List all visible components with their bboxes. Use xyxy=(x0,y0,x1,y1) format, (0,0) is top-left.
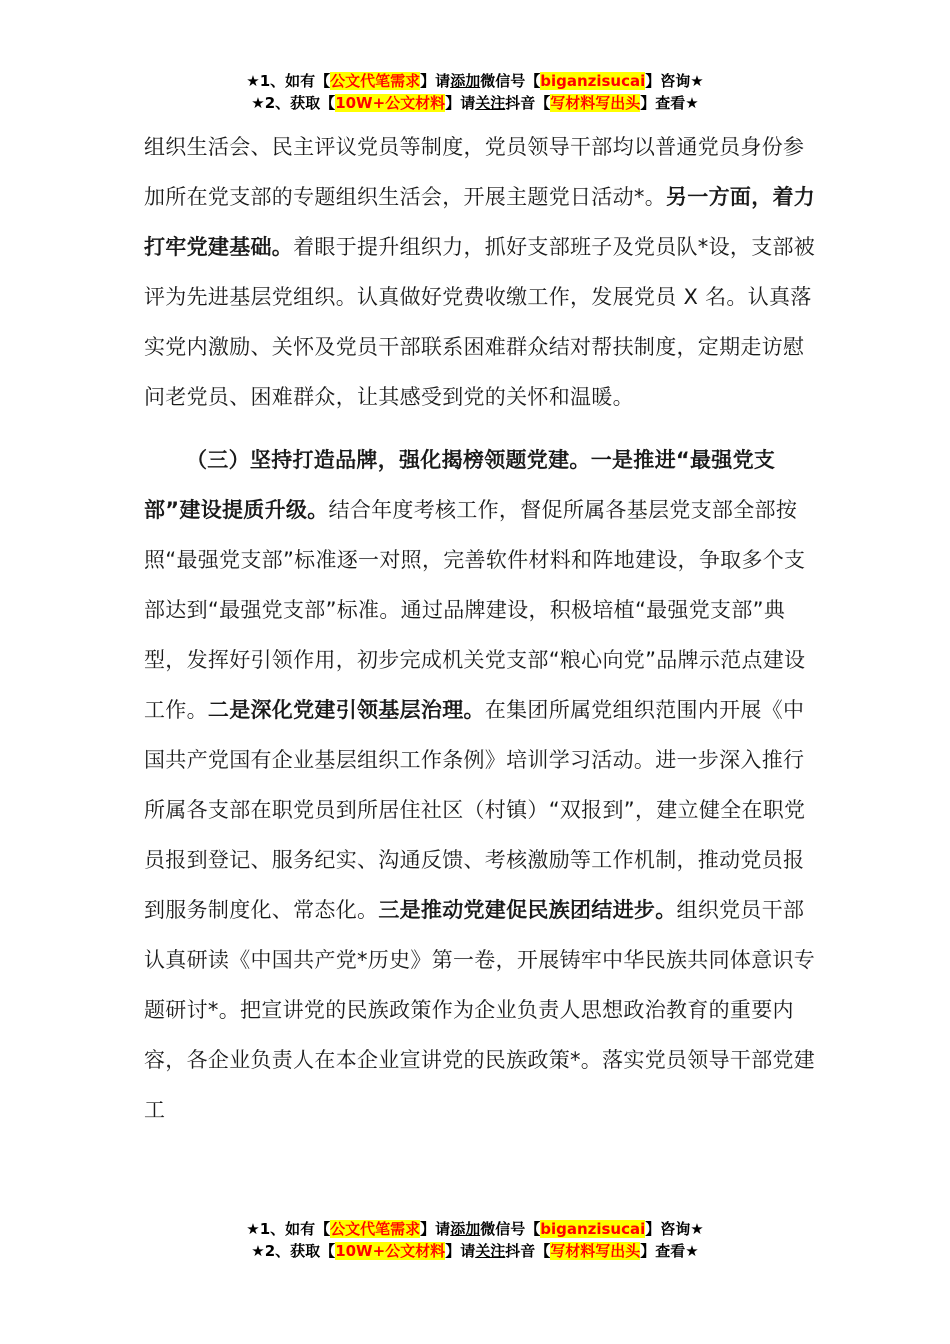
bold-heading: 二是深化党建引领基层治理。 xyxy=(207,698,485,722)
banner-text: 】咨询★ xyxy=(645,1220,704,1238)
document-body xyxy=(144,122,824,1135)
body-sentence: 结合年度考核工作，督促所属各基层党支部全部按照“最强党支部”标准逐一对照，完善软件材料和阵地建设，争取多个支部达到“最强党支部”标准。通过品牌建设，积极培植“最强党支部”典型，发挥好引领作用，初步完成机关党支部“粮心向党”品牌示范点建设工作。 xyxy=(144,498,806,722)
banner-underlined-add: 添加 xyxy=(450,1220,481,1238)
header-banner xyxy=(0,70,950,114)
paragraph-brand-building xyxy=(144,435,824,1135)
banner-text: 微信号【 xyxy=(480,1220,541,1238)
banner-text: ★2、获取【 xyxy=(251,94,336,112)
banner-underlined-add: 添加 xyxy=(450,72,481,90)
banner-text: 】请 xyxy=(445,94,476,112)
banner-text: 】请 xyxy=(420,1220,451,1238)
banner-underlined-follow: 关注 xyxy=(475,94,506,112)
banner-text: ★1、如有【 xyxy=(246,1220,331,1238)
banner-line-2 xyxy=(0,92,950,114)
banner-underlined-follow: 关注 xyxy=(475,1242,506,1260)
banner-text: 抖音【 xyxy=(505,94,551,112)
bold-heading: 三是推动党建促民族团结进步。 xyxy=(378,898,677,922)
banner-highlight-ghostwriting: 公文代笔需求 xyxy=(330,72,421,90)
banner-text: 】查看★ xyxy=(640,94,699,112)
banner-text: 】查看★ xyxy=(640,1242,699,1260)
footer-banner xyxy=(0,1218,950,1262)
banner-text: 】咨询★ xyxy=(645,72,704,90)
banner-douyin-account: 写材料写出头 xyxy=(550,94,641,112)
banner-douyin-account: 写材料写出头 xyxy=(550,1242,641,1260)
banner-wechat-id: biganzisucai xyxy=(540,72,646,90)
banner-text: 抖音【 xyxy=(505,1242,551,1260)
banner-line-2 xyxy=(0,1240,950,1262)
banner-highlight-materials: 10W+公文材料 xyxy=(335,1242,446,1260)
paragraph-party-building-foundation xyxy=(144,122,824,422)
banner-line-1 xyxy=(0,1218,950,1240)
banner-text: ★2、获取【 xyxy=(251,1242,336,1260)
banner-highlight-ghostwriting: 公文代笔需求 xyxy=(330,1220,421,1238)
banner-line-1 xyxy=(0,70,950,92)
banner-text: 】请 xyxy=(445,1242,476,1260)
body-sentence: 在集团所属党组织范围内开展《中国共产党国有企业基层组织工作条例》培训学习活动。进一步深入推行所属各支部在职党员到所居住社区（村镇）“双报到”，建立健全在职党员报到登记、服务纪实、沟通反馈、考核激励等工作机制，推动党员报到服务制度化、常态化。 xyxy=(144,698,806,922)
banner-wechat-id: biganzisucai xyxy=(540,1220,646,1238)
bold-heading: 另一方面，着力打牢党建基础。 xyxy=(144,185,816,259)
body-sentence: 组织生活会、民主评议党员等制度，党员领导干部均以普通党员身份参加所在党支部的专题组织生活会，开展主题党日活动*。 xyxy=(144,135,805,209)
banner-highlight-materials: 10W+公文材料 xyxy=(335,94,446,112)
body-sentence: 组织党员干部认真研读《中国共产党*历史》第一卷，开展铸牢中华民族共同体意识专题研讨*。把宣讲党的民族政策作为企业负责人思想政治教育的重要内容，各企业负责人在本企业宣讲党的民族政策*。落实党员领导干部党建工 xyxy=(144,898,816,1122)
section-heading: （三）坚持打造品牌，强化揭榜领题党建。一是推进“最强党支部”建设提质升级。 xyxy=(144,448,776,522)
body-sentence: 着眼于提升组织力，抓好支部班子及党员队*设，支部被评为先进基层党组织。认真做好党费收缴工作，发展党员 X 名。认真落实党内激励、关怀及党员干部联系困难群众结对帮扶制度，定期走访慰问老党员、困难群众，让其感受到党的关怀和温暖。 xyxy=(144,235,816,409)
banner-text: 】请 xyxy=(420,72,451,90)
banner-text: ★1、如有【 xyxy=(246,72,331,90)
banner-text: 微信号【 xyxy=(480,72,541,90)
